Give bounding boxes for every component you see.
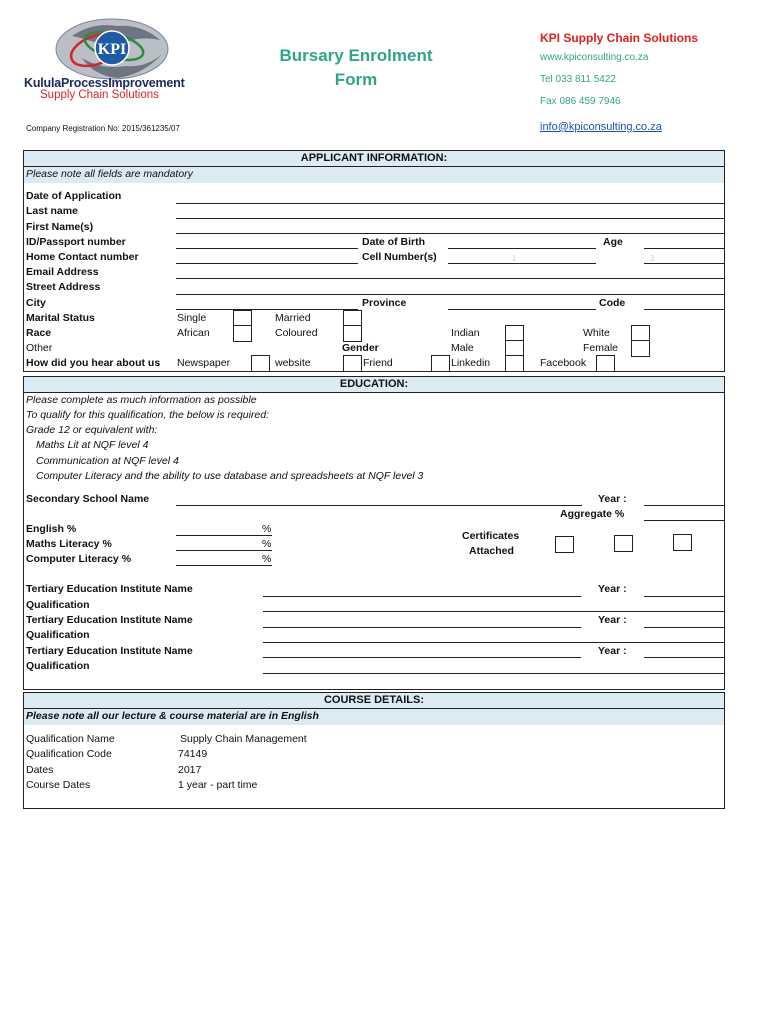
label-code: Code xyxy=(599,297,626,309)
form-title-line2: Form xyxy=(334,70,378,89)
option-married: Married xyxy=(275,312,311,324)
label-qualification-1: Qualification xyxy=(26,599,90,611)
coloured-checkbox[interactable] xyxy=(343,325,362,342)
applicant-heading: APPLICANT INFORMATION: xyxy=(24,151,724,167)
label-race: Race xyxy=(26,327,52,339)
female-checkbox[interactable] xyxy=(631,340,650,357)
cell-marker-2: 2 xyxy=(650,254,655,263)
option-single: Single xyxy=(177,312,207,324)
age-field[interactable] xyxy=(644,248,724,249)
cell-number-1-field[interactable] xyxy=(448,263,596,264)
logo-letters: KPI xyxy=(97,41,127,58)
qualification-1-field[interactable] xyxy=(263,611,724,612)
education-note-6: Computer Literacy and the ability to use database and spreadsheets at NQF level 3 xyxy=(36,470,424,482)
newspaper-checkbox[interactable] xyxy=(251,355,270,372)
label-maths-literacy: Maths Literacy % xyxy=(26,538,112,550)
label-other: Other xyxy=(26,342,53,354)
label-tertiary-year-1: Year : xyxy=(598,583,627,595)
company-name: KPI Supply Chain Solutions xyxy=(540,31,699,45)
option-friend: Friend xyxy=(363,357,393,369)
option-facebook: Facebook xyxy=(540,357,587,369)
tertiary-year-2-field[interactable] xyxy=(644,627,724,628)
label-certificates: Certificates xyxy=(462,530,520,542)
school-year-field[interactable] xyxy=(644,505,724,506)
last-name-field[interactable] xyxy=(176,218,724,219)
street-field[interactable] xyxy=(176,294,724,295)
label-school-year: Year : xyxy=(598,493,627,505)
label-tertiary-2: Tertiary Education Institute Name xyxy=(26,614,193,626)
telephone: Tel 033 811 5422 xyxy=(540,74,616,85)
website-link[interactable]: www.kpiconsulting.co.za xyxy=(540,52,649,63)
education-note-4: Maths Lit at NQF level 4 xyxy=(36,439,149,451)
course-note: Please note all our lecture & course material are in English xyxy=(26,710,319,722)
label-id-passport: ID/Passport number xyxy=(26,236,126,248)
certificate-2-checkbox[interactable] xyxy=(614,535,633,552)
label-home-contact: Home Contact number xyxy=(26,251,139,263)
label-heard-about: How did you hear about us xyxy=(26,357,161,369)
option-male: Male xyxy=(451,342,474,354)
course-label-dates: Dates xyxy=(26,764,54,776)
course-heading: COURSE DETAILS: xyxy=(24,693,724,709)
label-tertiary-3: Tertiary Education Institute Name xyxy=(26,645,193,657)
registration-number: Company Registration No: 2015/361235/07 xyxy=(26,124,180,133)
email-link[interactable]: info@kpiconsulting.co.za xyxy=(540,121,662,133)
label-gender: Gender xyxy=(342,342,379,354)
form-title-line1: Bursary Enrolment xyxy=(279,46,433,65)
cell-number-2-field[interactable] xyxy=(644,263,724,264)
label-qualification-3: Qualification xyxy=(26,660,90,672)
education-note-5: Communication at NQF level 4 xyxy=(36,455,179,467)
education-note-3: Grade 12 or equivalent with: xyxy=(26,424,158,436)
option-website: website xyxy=(275,357,311,369)
education-note-1: Please complete as much information as possible xyxy=(26,394,257,406)
english-percent-sign: % xyxy=(262,523,272,535)
linkedin-checkbox[interactable] xyxy=(505,355,524,372)
option-indian: Indian xyxy=(451,327,480,339)
fax: Fax 086 459 7946 xyxy=(540,96,621,107)
tertiary-year-3-field[interactable] xyxy=(644,657,724,658)
first-names-field[interactable] xyxy=(176,233,724,234)
tertiary-2-field[interactable] xyxy=(263,627,581,628)
id-passport-field[interactable] xyxy=(176,248,358,249)
english-percent-field[interactable] xyxy=(176,535,272,536)
label-age: Age xyxy=(603,236,623,248)
friend-checkbox[interactable] xyxy=(431,355,450,372)
qualification-3-field[interactable] xyxy=(263,673,724,674)
label-province: Province xyxy=(362,297,407,309)
certificate-3-checkbox[interactable] xyxy=(673,534,692,551)
computer-percent-field[interactable] xyxy=(176,565,272,566)
label-street: Street Address xyxy=(26,281,101,293)
label-email: Email Address xyxy=(26,266,99,278)
tertiary-1-field[interactable] xyxy=(263,596,581,597)
certificate-1-checkbox[interactable] xyxy=(555,536,574,553)
company-logo xyxy=(22,14,202,100)
tertiary-year-1-field[interactable] xyxy=(644,596,724,597)
home-contact-field[interactable] xyxy=(176,263,358,264)
label-attached: Attached xyxy=(469,545,514,557)
course-value-dates: 2017 xyxy=(178,764,202,776)
secondary-school-field[interactable] xyxy=(176,505,582,506)
label-secondary-school: Secondary School Name xyxy=(26,493,150,505)
course-value-course-dates: 1 year - part time xyxy=(178,779,258,791)
label-english: English % xyxy=(26,523,77,535)
label-aggregate: Aggregate % xyxy=(560,508,625,520)
education-note-2: To qualify for this qualification, the below is required: xyxy=(26,409,269,421)
label-date-of-application: Date of Application xyxy=(26,190,122,202)
label-tertiary-1: Tertiary Education Institute Name xyxy=(26,583,193,595)
label-marital-status: Marital Status xyxy=(26,312,95,324)
course-value-qualification-name: Supply Chain Management xyxy=(180,733,307,745)
label-tertiary-year-2: Year : xyxy=(598,614,627,626)
label-qualification-2: Qualification xyxy=(26,629,90,641)
code-field[interactable] xyxy=(644,309,724,310)
cell-marker-1: 1 xyxy=(512,254,517,263)
label-city: City xyxy=(26,297,46,309)
option-coloured: Coloured xyxy=(275,327,318,339)
course-label-qualification-name: Qualification Name xyxy=(26,733,115,745)
label-date-of-birth: Date of Birth xyxy=(362,236,425,248)
globe-logo-icon xyxy=(22,14,202,84)
label-last-name: Last name xyxy=(26,205,78,217)
label-first-names: First Name(s) xyxy=(26,221,94,233)
date-of-birth-field[interactable] xyxy=(448,248,596,249)
facebook-checkbox[interactable] xyxy=(596,355,615,372)
african-checkbox[interactable] xyxy=(233,325,252,342)
website-checkbox[interactable] xyxy=(343,355,362,372)
tertiary-3-field[interactable] xyxy=(263,657,581,658)
option-african: African xyxy=(177,327,210,339)
brand-tagline: Supply Chain Solutions xyxy=(40,89,159,101)
option-linkedin: Linkedin xyxy=(451,357,491,369)
email-field[interactable] xyxy=(176,278,724,279)
label-cell-numbers: Cell Number(s) xyxy=(362,251,437,263)
option-female: Female xyxy=(583,342,619,354)
brand-name: KululaProcessImprovement xyxy=(24,76,185,90)
province-field[interactable] xyxy=(448,309,596,310)
course-value-qualification-code: 74149 xyxy=(178,748,208,760)
date-of-application-field[interactable] xyxy=(176,203,724,204)
qualification-2-field[interactable] xyxy=(263,642,724,643)
mandatory-note: Please note all fields are mandatory xyxy=(26,168,193,180)
maths-percent-field[interactable] xyxy=(176,550,272,551)
maths-percent-sign: % xyxy=(262,538,272,550)
education-heading: EDUCATION: xyxy=(24,377,724,393)
label-computer-literacy: Computer Literacy % xyxy=(26,553,132,565)
option-white: White xyxy=(583,327,610,339)
option-newspaper: Newspaper xyxy=(177,357,231,369)
aggregate-field[interactable] xyxy=(644,520,724,521)
course-label-qualification-code: Qualification Code xyxy=(26,748,112,760)
city-field[interactable] xyxy=(176,309,358,310)
course-label-course-dates: Course Dates xyxy=(26,779,91,791)
label-tertiary-year-3: Year : xyxy=(598,645,627,657)
computer-percent-sign: % xyxy=(262,553,272,565)
